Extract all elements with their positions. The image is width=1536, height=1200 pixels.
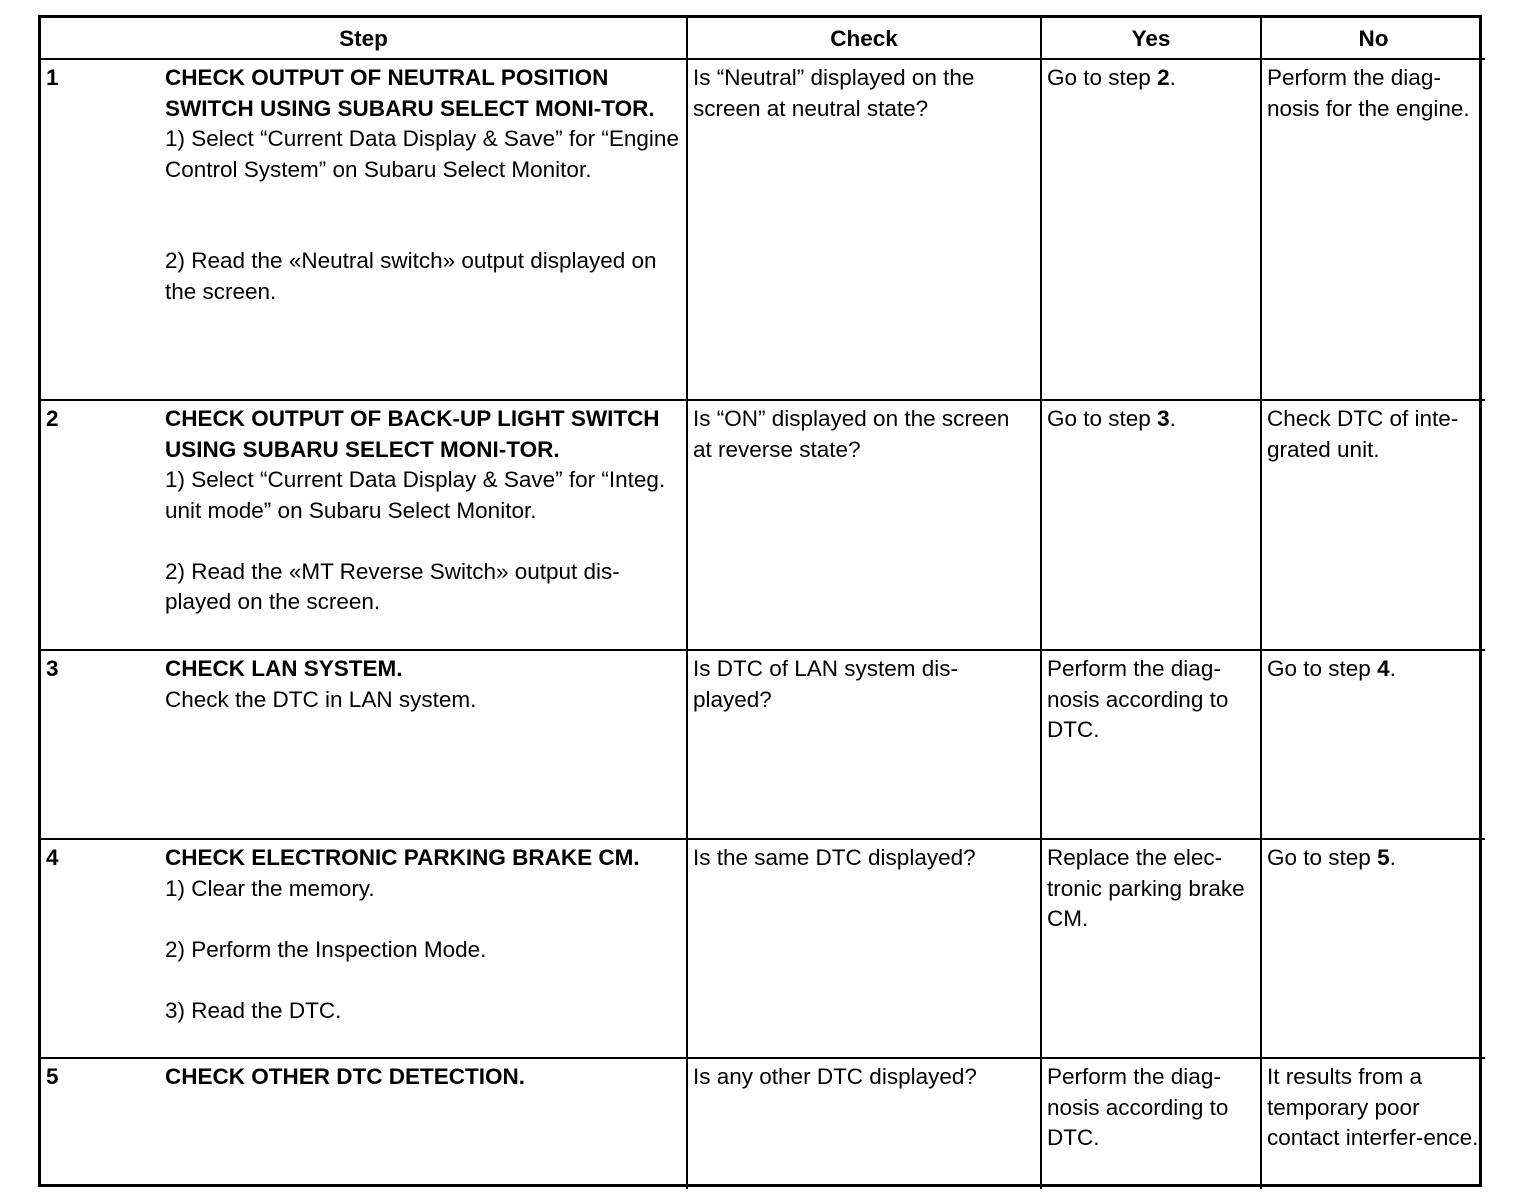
table-row — [41, 1058, 1485, 1189]
substep: 3) Read the DTC. — [165, 997, 342, 1023]
table-row — [41, 650, 1485, 839]
table-row — [41, 839, 1485, 1058]
step-cell — [41, 650, 687, 839]
step-cell — [41, 59, 687, 400]
header-row — [41, 18, 1485, 59]
step-number: 5 — [46, 1064, 59, 1089]
diagnostic-table-frame — [38, 15, 1482, 1187]
step-number: 2 — [46, 406, 59, 431]
step-title: CHECK OUTPUT OF BACK-UP LIGHT SWITCH USING SUBARU SELECT MONI-TOR. — [165, 406, 660, 462]
yes-cell: Perform the diag-nosis according to DTC. — [1041, 650, 1261, 839]
header-check: Check — [687, 18, 1041, 59]
yes-cell: Go to step 3. — [1041, 400, 1261, 650]
yes-cell: Perform the diag-nosis according to DTC. — [1041, 1058, 1261, 1189]
step-title: CHECK OUTPUT OF NEUTRAL POSITION SWITCH USING SUBARU SELECT MONI-TOR. — [165, 65, 655, 121]
no-cell: Perform the diag-nosis for the engine. — [1261, 59, 1485, 400]
check-cell: Is “Neutral” displayed on the screen at neutral state? — [687, 59, 1041, 400]
check-cell: Is the same DTC displayed? — [687, 839, 1041, 1058]
step-cell — [41, 839, 687, 1058]
step-text: Check the DTC in LAN system. — [165, 686, 477, 712]
step-number: 1 — [46, 65, 59, 90]
no-cell: It results from a temporary poor contact interfer-ence. — [1261, 1058, 1485, 1189]
step-title: CHECK ELECTRONIC PARKING BRAKE CM. — [165, 845, 640, 870]
step-title: CHECK OTHER DTC DETECTION. — [165, 1064, 525, 1089]
step-cell — [41, 1058, 687, 1189]
yes-cell: Go to step 2. — [1041, 59, 1261, 400]
substep: 1) Select “Current Data Display & Save” for “Engine Control System” on Subaru Select Monitor. — [165, 126, 679, 182]
step-reference: 3 — [1157, 406, 1170, 431]
diagnostic-table — [41, 18, 1485, 1189]
header-yes: Yes — [1041, 18, 1261, 59]
check-cell: Is any other DTC displayed? — [687, 1058, 1041, 1189]
substep: 2) Read the «MT Reverse Switch» output dis-played on the screen. — [165, 558, 620, 614]
yes-cell: Replace the elec-tronic parking brake CM. — [1041, 839, 1261, 1058]
header-no: No — [1261, 18, 1485, 59]
step-reference: 5 — [1377, 845, 1390, 870]
step-reference: 2 — [1157, 65, 1170, 90]
no-cell: Go to step 4. — [1261, 650, 1485, 839]
step-reference: 4 — [1377, 656, 1390, 681]
table-row — [41, 400, 1485, 650]
check-cell: Is DTC of LAN system dis-played? — [687, 650, 1041, 839]
step-number: 3 — [46, 656, 59, 681]
check-cell: Is “ON” displayed on the screen at reverse state? — [687, 400, 1041, 650]
step-title: CHECK LAN SYSTEM. — [165, 656, 403, 681]
substep: 2) Perform the Inspection Mode. — [165, 936, 487, 962]
step-cell — [41, 400, 687, 650]
substep: 2) Read the «Neutral switch» output displayed on the screen. — [165, 248, 657, 304]
substep: 1) Select “Current Data Display & Save” for “Integ. unit mode” on Subaru Select Monitor. — [165, 467, 666, 523]
header-step: Step — [41, 18, 687, 59]
no-cell: Go to step 5. — [1261, 839, 1485, 1058]
step-number: 4 — [46, 845, 59, 870]
no-cell: Check DTC of inte-grated unit. — [1261, 400, 1485, 650]
table-row — [41, 59, 1485, 400]
substep: 1) Clear the memory. — [165, 875, 375, 901]
